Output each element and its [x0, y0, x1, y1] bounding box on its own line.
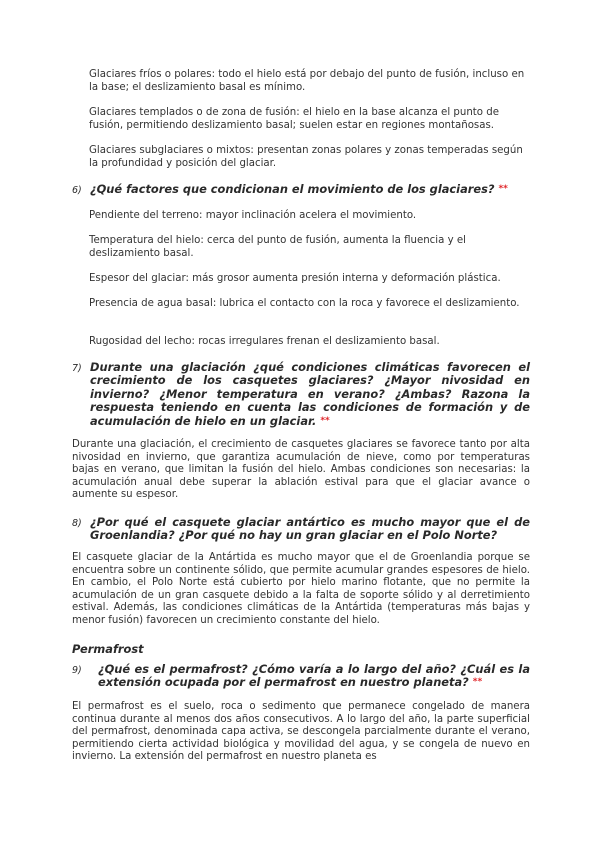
factor-slope: Pendiente del terreno: mayor inclinación acelera el movimiento.: [89, 210, 417, 221]
question-8-number: 8): [72, 518, 82, 529]
glacier-type-temperate: Glaciares templados o de zona de fusión: el hielo en la base alcanza el punto de fusión, permitiendo deslizamiento basal; suelen estar en regiones montañosas.: [89, 107, 499, 131]
question-9-number: 9): [72, 665, 82, 676]
question-7-number: 7): [72, 363, 82, 374]
section-title-permafrost: Permafrost: [72, 642, 144, 656]
factor-thickness: Espesor del glaciar: más grosor aumenta presión interna y deformación plástica.: [89, 273, 501, 284]
question-8-text: ¿Por qué el casquete glaciar antártico es mucho mayor que el de Groenlandia? ¿Por qué no hay un gran glaciar en el Polo Norte?: [90, 515, 530, 543]
question-9-text: ¿Qué es el permafrost? ¿Cómo varía a lo largo del año? ¿Cuál es la extensión ocupada por el permafrost en nuestro planeta?: [98, 662, 530, 690]
question-8: [72, 516, 530, 543]
glacier-type-cold: Glaciares fríos o polares: todo el hielo está por debajo del punto de fusión, incluso en la base; el deslizamiento basal es mínimo.: [89, 69, 525, 93]
question-6-number: 6): [72, 185, 82, 196]
answer-8: El casquete glaciar de la Antártida es mucho mayor que el de Groenlandia porque se encuentra sobre un continente sólido, que permite acumular grandes espesores de hielo. En cambio, el Polo Norte está cubierto por hielo marino flotante, que no permite la acumulación de un gran casquete debido a la falta de soporte sólido y al derretimiento estival. Además, las condiciones climáticas de la Antártida (temperaturas más bajas y menor fusión) favorecen un crecimiento constante del hielo.: [72, 552, 530, 626]
question-6-text: ¿Qué factores que condicionan el movimiento de los glaciares?: [90, 182, 495, 196]
question-7: [72, 361, 530, 428]
question-9: [72, 663, 530, 690]
question-7-mark: **: [320, 415, 330, 426]
question-6-mark: **: [498, 184, 508, 194]
answer-9: El permafrost es el suelo, roca o sedimento que permanece congelado de manera continua durante al menos dos años consecutivos. A lo largo del año, la parte superficial del permafrost, denominada capa activa, se descongela parcialmente durante el verano, permitiendo cierta actividad biológica y movilidad del agua, y se congela de nuevo en invierno. La extensión del permafrost en nuestro planeta es: [72, 701, 530, 763]
question-9-mark: **: [472, 677, 483, 688]
question-7-text: Durante una glaciación ¿qué condiciones climáticas favorecen el crecimiento de los casquetes glaciares? ¿Mayor nivosidad en invierno? ¿Menor temperatura en verano? ¿Ambas? Razona la respuesta teniendo en cuenta las condiciones de formación y de acumulación de hielo en un glaciar.: [90, 360, 530, 428]
question-6: [72, 183, 530, 196]
glacier-type-mixed: Glaciares subglaciares o mixtos: presentan zonas polares y zonas temperadas según la profundidad y posición del glaciar.: [89, 145, 523, 169]
answer-7: Durante una glaciación, el crecimiento de casquetes glaciares se favorece tanto por alta nivosidad en invierno, que garantiza acumulación de nieve, como por temperaturas bajas en verano, que limitan la fusión del hielo. Ambas condiciones son necesarias: la acumulación anual debe superar la ablación estival para que el glaciar avance o aumente su espesor.: [72, 439, 530, 501]
factor-temperature: Temperatura del hielo: cerca del punto de fusión, aumenta la fluencia y el deslizamiento basal.: [89, 235, 466, 259]
factor-bed-roughness: Rugosidad del lecho: rocas irregulares frenan el deslizamiento basal.: [89, 336, 440, 347]
factor-basal-water: Presencia de agua basal: lubrica el contacto con la roca y favorece el deslizamiento.: [89, 298, 520, 309]
